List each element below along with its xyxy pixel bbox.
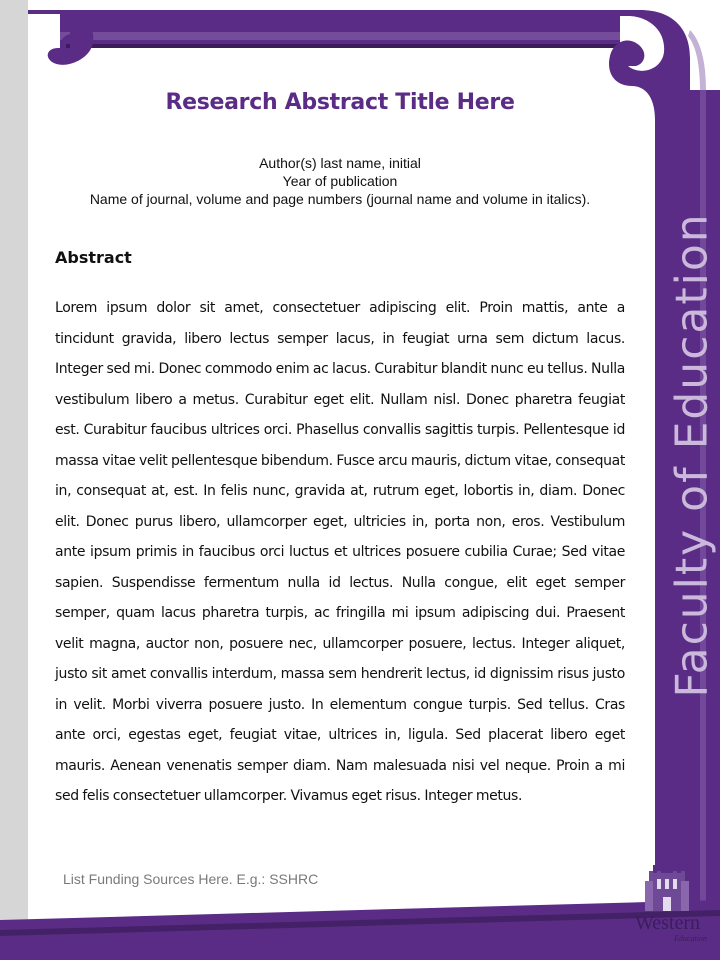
abstract-title: Research Abstract Title Here (165, 90, 515, 115)
left-margin-strip (0, 0, 28, 960)
university-tower-icon (643, 855, 691, 911)
citation-authors: Author(s) last name, initial (259, 155, 421, 171)
citation-block (40, 154, 640, 208)
funding-sources: List Funding Sources Here. E.g.: SSHRC (63, 871, 319, 887)
citation-year: Year of publication (282, 173, 398, 189)
citation-journal: Name of journal, volume and page numbers (journal name and volume in italics). (89, 191, 591, 207)
top-band-shadow (60, 44, 620, 48)
logo-wordmark: Western (634, 912, 701, 934)
abstract-heading: Abstract (55, 248, 132, 267)
faculty-sidebar-label: Faculty of Education (666, 212, 718, 698)
abstract-body: Lorem ipsum dolor sit amet, consectetuer adipiscing elit. Proin mattis, ante a tincidunt gravida, libero lectus semper lacus, in feugiat urna sem dictum lacus. Integer sed mi. Donec commodo enim ac lacus. Curabitur blandit nunc eu tellus. Nulla vestibulum libero a metus. Curabitur eget elit. Nullam nisl. Donec pharetra feugiat est. Curabitur faucibus ultrices orci. Phasellus convallis sagittis turpis. Pellentesque id massa vitae velit pellentesque bibendum. Fusce arcu mauris, dictum vitae, consequat in, consequat at, est. In felis nunc, gravida at, rutrum eget, lobortis in, diam. Donec elit. Donec purus libero, ullamcorper eget, ultricies in, porta non, eros. Vestibulum ante ipsum primis in faucibus orci luctus et ultrices posuere cubilia Curae; Sed vitae sapien. Suspendisse fermentum nulla id lectus. Nulla congue, elit eget semper semper, quam lacus pharetra turpis, ac fringilla mi ipsum adipiscing dui. Praesent velit magna, auctor non, posuere nec, ullamcorper posuere, lectus. Integer aliquet, justo sit amet convallis interdum, massa sem hendrerit lectus, id dignissim risus justo in velit. Morbi viverra posuere justo. In elementum congue turpis. Sed tellus. Cras ante orci, egestas eget, feugiat vitae, ultrices in, ligula. Sed placerat libero eget mauris. Aenean venenatis semper diam. Nam malesuada nisi vel neque. Proin a mi sed felis consectetuer ullamcorper. Vivamus eget risus. Integer metus. (55, 300, 625, 804)
top-band (60, 10, 620, 48)
western-education-logo (625, 855, 710, 950)
logo-subtitle: Education (674, 934, 707, 943)
top-band-light (60, 32, 620, 40)
